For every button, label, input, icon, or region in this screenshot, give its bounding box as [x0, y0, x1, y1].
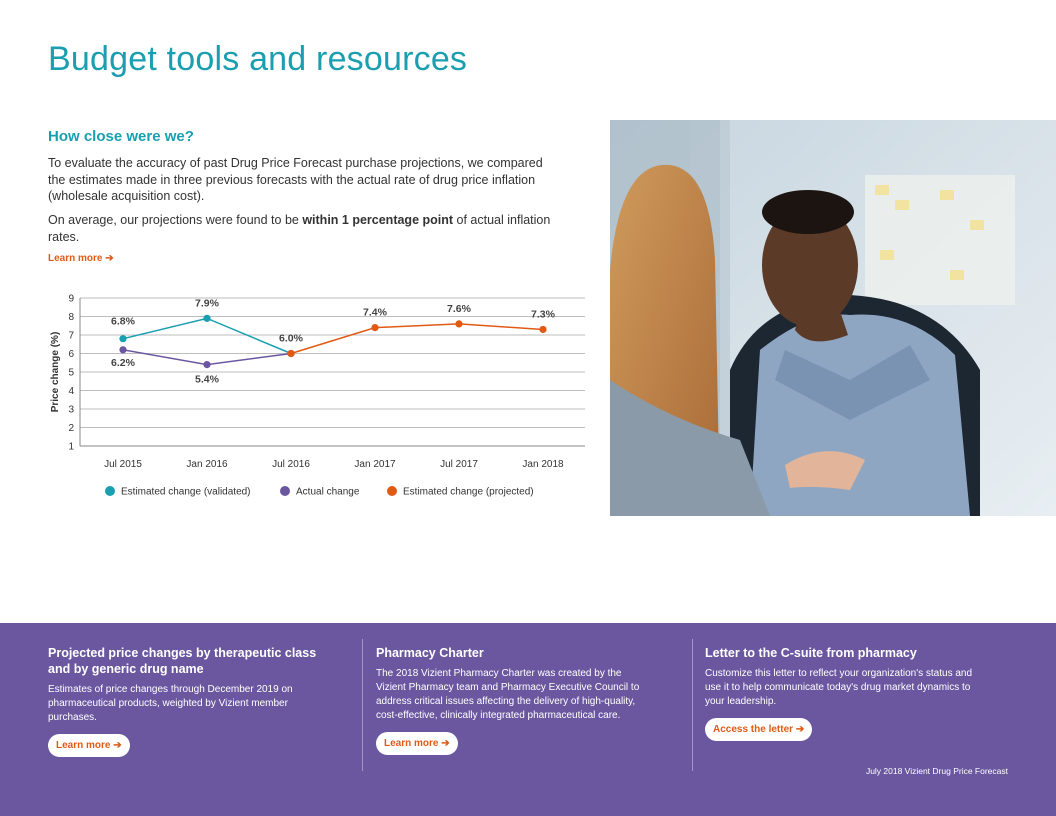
price-change-chart: [40, 285, 600, 510]
series-line: [291, 324, 543, 354]
summary-paragraph: [48, 212, 558, 245]
learn-more-button[interactable]: [48, 734, 130, 757]
meeting-photo: [610, 120, 1056, 516]
summary-suffix: of actual inflation rates.: [48, 213, 551, 244]
data-label: 7.9%: [195, 297, 219, 310]
legend-label: Estimated change (validated): [121, 486, 251, 498]
legend-label: Actual change: [296, 486, 360, 498]
resource-heading: Projected price changes by therapeutic class and by generic drug name: [48, 646, 317, 676]
y-axis-label: Price change (%): [50, 331, 61, 413]
button-label: Access the letter: [713, 724, 794, 735]
y-tick-label: 2: [68, 423, 74, 434]
access-letter-button[interactable]: [705, 718, 812, 741]
data-point: [371, 324, 378, 331]
legend-label: Estimated change (projected): [403, 486, 534, 498]
learn-more-label: Learn more: [48, 253, 103, 264]
button-label: Learn more: [384, 738, 439, 749]
y-tick-label: 5: [68, 367, 74, 379]
button-label: Learn more: [56, 740, 111, 751]
x-tick-label: Jul 2017: [440, 459, 478, 470]
y-tick-label: 4: [68, 386, 74, 397]
arrow-right-icon: ➔: [113, 740, 122, 751]
data-label: 7.3%: [531, 308, 555, 321]
data-point: [119, 335, 126, 342]
data-label: 7.6%: [447, 302, 471, 315]
resource-projected-prices: [48, 645, 328, 757]
column-divider: [362, 639, 363, 771]
data-label: 6.8%: [111, 315, 135, 328]
learn-more-link[interactable]: [48, 253, 114, 264]
data-point: [287, 350, 294, 357]
y-tick-label: 7: [68, 330, 74, 342]
data-label: 6.0%: [279, 332, 303, 345]
intro-paragraph: To evaluate the accuracy of past Drug Price Forecast purchase projections, we compared the estimates made in three previous forecasts with the actual rate of drug price inflation (wholesale acquisition cost).: [48, 156, 543, 203]
x-tick-label: Jul 2015: [104, 459, 142, 470]
resource-heading: Letter to the C-suite from pharmacy: [705, 646, 917, 660]
column-divider: [692, 639, 693, 771]
x-tick-label: Jan 2018: [522, 459, 564, 470]
data-point: [539, 326, 546, 333]
y-tick-label: 6: [68, 349, 74, 360]
y-tick-label: 3: [68, 404, 74, 416]
data-label: 6.2%: [111, 356, 135, 369]
resources-band: [0, 623, 1056, 816]
arrow-right-icon: ➔: [105, 253, 114, 264]
resource-csuite-letter: [705, 645, 975, 741]
y-tick-label: 9: [68, 293, 74, 305]
resource-pharmacy-charter: [376, 645, 646, 755]
summary-prefix: On average, our projections were found to be: [48, 213, 303, 227]
legend-marker: [387, 486, 397, 496]
data-label: 7.4%: [363, 306, 387, 319]
x-tick-label: Jan 2016: [186, 459, 228, 470]
x-tick-label: Jul 2016: [272, 459, 310, 470]
data-point: [455, 320, 462, 327]
y-tick-label: 8: [68, 312, 74, 323]
resource-body: Estimates of price changes through December 2019 on pharmaceutical products, weighted by Vizient member purchases.: [48, 684, 293, 723]
series-line: [123, 318, 291, 353]
arrow-right-icon: ➔: [441, 738, 450, 749]
data-label: 5.4%: [195, 373, 219, 386]
legend-marker: [280, 486, 290, 496]
data-point: [119, 346, 126, 353]
page-title: Budget tools and resources: [48, 40, 468, 78]
resource-heading: Pharmacy Charter: [376, 646, 484, 660]
section-subtitle: How close were we?: [48, 128, 194, 145]
resource-body: The 2018 Vizient Pharmacy Charter was created by the Vizient Pharmacy team and Pharmacy Executive Council to address critical issues affecting the delivery of high-quality, cost-effective, clinically integrated pharmaceutical care.: [376, 668, 640, 721]
arrow-right-icon: ➔: [795, 724, 805, 735]
summary-highlight: within 1 percentage point: [302, 213, 454, 227]
x-tick-label: Jan 2017: [354, 459, 396, 470]
learn-more-button[interactable]: [376, 732, 458, 755]
footer-label: July 2018 Vizient Drug Price Forecast: [865, 766, 1008, 776]
data-point: [203, 361, 210, 368]
data-point: [203, 315, 210, 322]
legend-marker: [105, 486, 115, 496]
y-tick-label: 1: [68, 441, 74, 453]
resource-body: Customize this letter to reflect your organization's status and use it to help communicate today's drug market dynamics to your leadership.: [705, 668, 973, 707]
